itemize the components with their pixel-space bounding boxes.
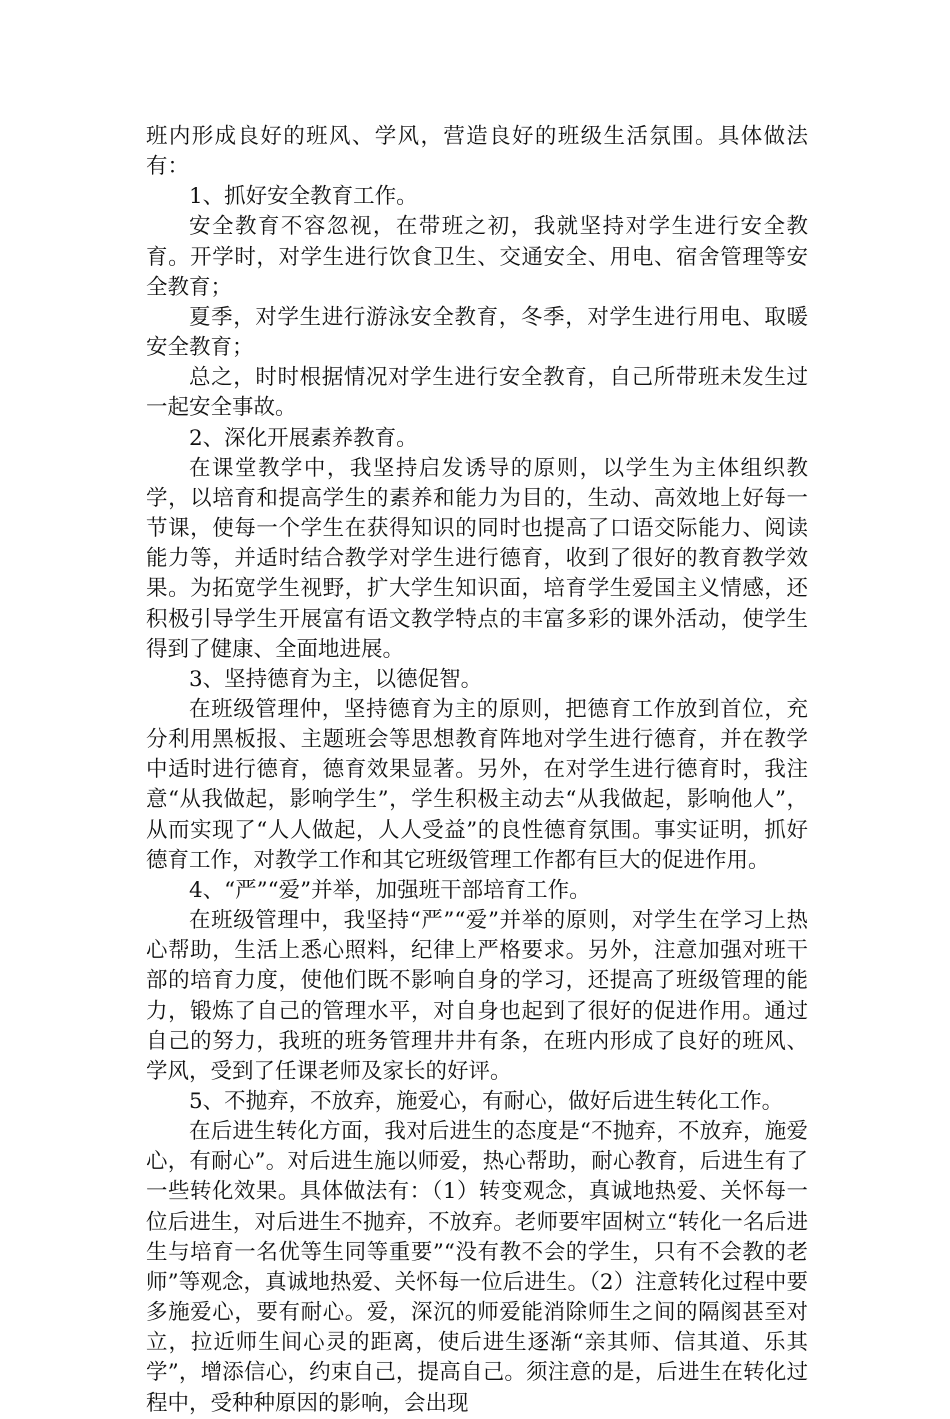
paragraph-body: 在后进生转化方面，我对后进生的态度是“不抛弃，不放弃，施爱心，有耐心”。对后进生施以师爱，热心帮助，耐心教育，后进生有了一些转化效果。具体做法有：（1）转变观念，真诚地热爱、关怀每一位后进生，对后进生不抛弃，不放弃。老师要牢固树立“转化一名后进生与培育一名优等生同等重要”“没有教不会的学生，只有不会教的老师”等观念，真诚地热爱、关怀每一位后进生。（2）注意转化过程中要多施爱心，要有耐心。爱，深沉的师爱能消除师生之间的隔阂甚至对立，拉近师生间心灵的距离，使后进生逐渐“亲其师、信其道、乐其学”，增添信心，约束自己，提高自己。须注意的是，后进生在转化过程中，受种种原因的影响，会出现 [146, 1119, 808, 1416]
document-page [146, 122, 808, 1419]
section-heading-3: 3、坚持德育为主，以德促智。 [189, 666, 483, 692]
paragraph-body: 安全教育不容忽视，在带班之初，我就坚持对学生进行安全教育。开学时，对学生进行饮食卫生、交通安全、用电、宿舍管理等安全教育； [146, 214, 808, 300]
paragraph-body: 在课堂教学中，我坚持启发诱导的原则，以学生为主体组织教学，以培育和提高学生的素养和能力为目的，生动、高效地上好每一节课，使每一个学生在获得知识的同时也提高了口语交际能力、阅读能力等，并适时结合教学对学生进行德育，收到了很好的教育教学效果。为拓宽学生视野，扩大学生知识面，培育学生爱国主义情感，还积极引导学生开展富有语文教学特点的丰富多彩的课外活动，使学生得到了健康、全面地进展。 [146, 455, 808, 662]
section-heading-4: 4、“严”“爱”并举，加强班干部培育工作。 [189, 877, 591, 903]
paragraph-continued: 班内形成良好的班风、学风，营造良好的班级生活氛围。具体做法有： [146, 124, 808, 180]
paragraph-body: 夏季，对学生进行游泳安全教育，冬季，对学生进行用电、取暖安全教育； [146, 304, 808, 361]
paragraph-body: 在班级管理中，我坚持“严”“爱”并举的原则，对学生在学习上热心帮助，生活上悉心照料，纪律上严格要求。另外，注意加强对班干部的培育力度，使他们既不影响自身的学习，还提高了班级管理的能力，锻炼了自己的管理水平，对自身也起到了很好的促进作用。通过自己的努力，我班的班务管理井井有条，在班内形成了良好的班风、学风，受到了任课老师及家长的好评。 [146, 908, 808, 1084]
paragraph-body: 总之，时时根据情况对学生进行安全教育，自己所带班未发生过一起安全事故。 [146, 365, 808, 421]
paragraph-body: 在班级管理仲，坚持德育为主的原则，把德育工作放到首位，充分利用黑板报、主题班会等思想教育阵地对学生进行德育，并在教学中适时进行德育，德育效果显著。另外，在对学生进行德育时，我注意“从我做起，影响学生”，学生积极主动去“从我做起，影响他人”，从而实现了“人人做起，人人受益”的良性德育氛围。事实证明，抓好德育工作，对教学工作和其它班级管理工作都有巨大的促进作用。 [146, 696, 808, 873]
section-heading-2: 2、深化开展素养教育。 [189, 425, 418, 451]
section-heading-1: 1、抓好安全教育工作。 [189, 184, 418, 210]
section-heading-5: 5、不抛弃，不放弃，施爱心，有耐心，做好后进生转化工作。 [189, 1089, 784, 1114]
